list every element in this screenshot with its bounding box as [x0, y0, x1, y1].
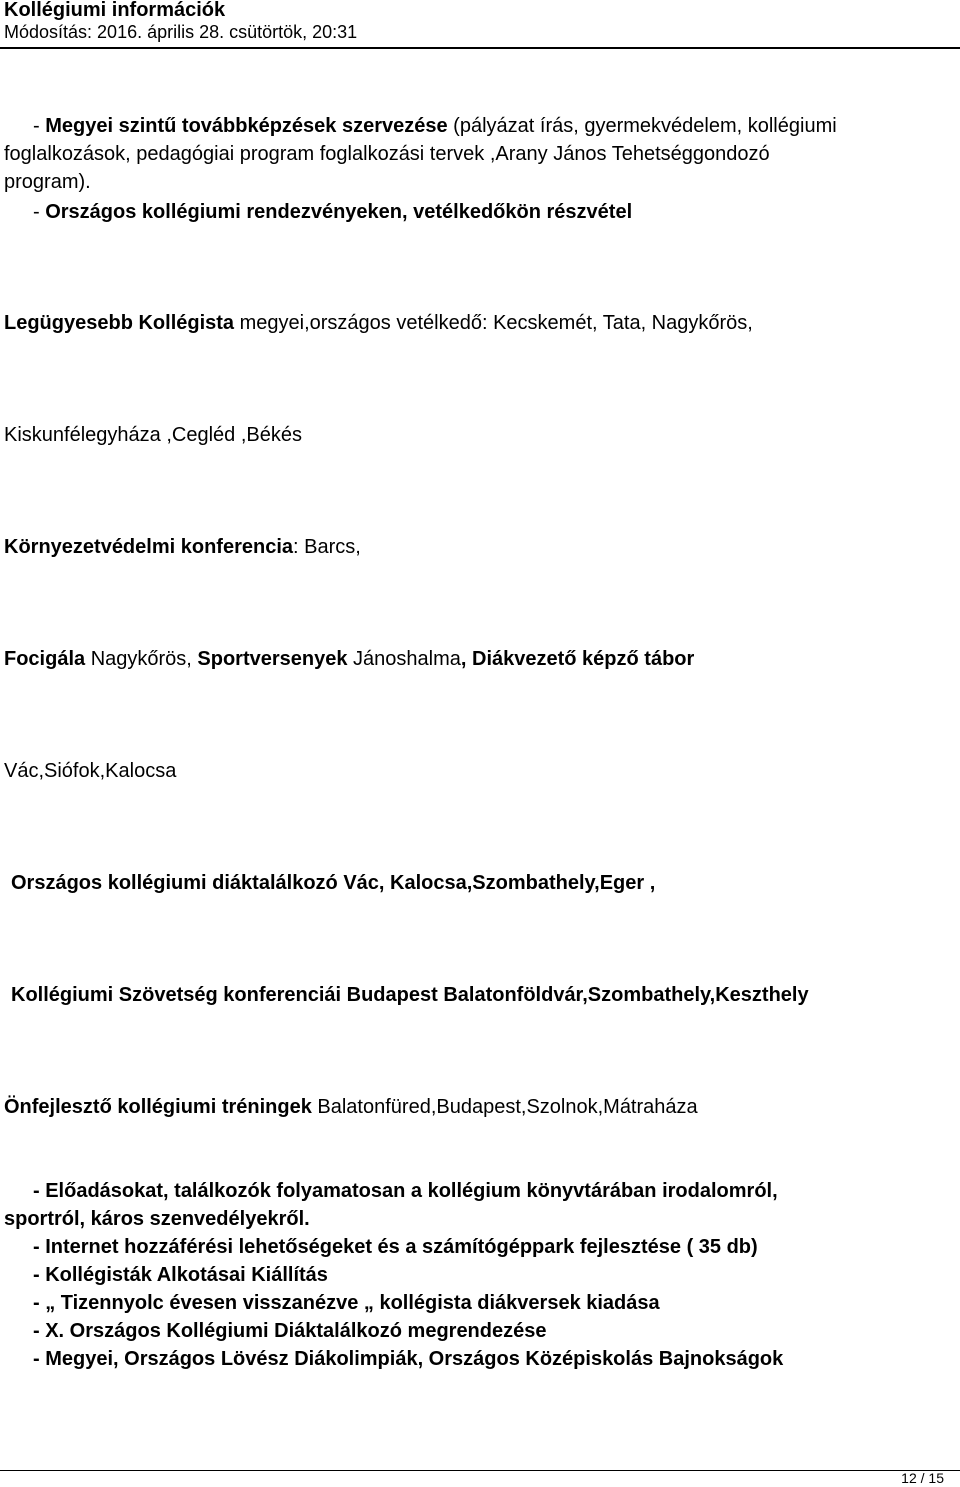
- dash: -: [33, 115, 46, 137]
- bold-text: Önfejlesztő kollégiumi tréningek: [4, 1096, 312, 1118]
- list-item: - Internet hozzáférési lehetőségeket és a számítógéppark fejlesztése ( 35 db): [33, 1236, 758, 1258]
- bold-text: Országos kollégiumi rendezvényeken, vetélkedőkön részvétel: [45, 201, 633, 223]
- bold-text: Focigála: [4, 648, 86, 670]
- paragraph-sports: [4, 645, 694, 673]
- plain-text: Nagykőrös,: [85, 648, 198, 670]
- paragraph-camp-cities: Vác,Siófok,Kalocsa: [4, 760, 177, 782]
- paragraph-cities: Kiskunfélegyháza ,Cegléd ,Békés: [4, 424, 302, 446]
- paragraph-training-line1: [33, 112, 837, 140]
- plain-text: Jánoshalma: [347, 648, 461, 670]
- paragraph-competition: [4, 309, 753, 337]
- header-divider: [0, 47, 960, 49]
- paragraph-events: [33, 198, 632, 226]
- paragraph-association: Kollégiumi Szövetség konferenciái Budapest Balatonföldvár,Szombathely,Keszthely: [11, 984, 809, 1006]
- paragraph-training-line3: program).: [4, 171, 91, 193]
- plain-text: megyei,országos vetélkedő: Kecskemét, Tata, Nagykőrös,: [234, 312, 753, 334]
- page-number: 12 / 15: [901, 1470, 944, 1486]
- list-item: - X. Országos Kollégiumi Diáktalálkozó megrendezése: [33, 1320, 547, 1342]
- paragraph-trainings: [4, 1093, 698, 1121]
- plain-text: Balatonfüred,Budapest,Szolnok,Mátraháza: [311, 1096, 698, 1118]
- footer-divider: [0, 1470, 960, 1471]
- document-title: Kollégiumi információk: [4, 0, 226, 21]
- bold-text: Megyei szintű továbbképzések szervezése: [45, 115, 448, 137]
- paragraph-conference: [4, 533, 361, 561]
- plain-text: (pályázat írás, gyermekvédelem, kollégiumi: [447, 115, 837, 137]
- bold-text: Környezetvédelmi konferencia: [4, 536, 293, 558]
- list-item: - „ Tizennyolc évesen visszanézve „ kollégista diákversek kiadása: [33, 1292, 660, 1314]
- bold-text: , Diákvezető képző tábor: [460, 648, 695, 670]
- paragraph-training-line2: foglalkozások, pedagógiai program foglalkozási tervek ,Arany János Tehetséggondozó: [4, 143, 770, 165]
- paragraph-student-meeting: Országos kollégiumi diáktalálkozó Vác, Kalocsa,Szombathely,Eger ,: [11, 872, 656, 894]
- list-item: - Kollégisták Alkotásai Kiállítás: [33, 1264, 328, 1286]
- dash: -: [33, 201, 46, 223]
- bold-text: Legügyesebb Kollégista: [4, 312, 235, 334]
- modified-date: Módosítás: 2016. április 28. csütörtök, 20:31: [4, 22, 358, 42]
- list-item: - Megyei, Országos Lövész Diákolimpiák, Országos Középiskolás Bajnokságok: [33, 1348, 784, 1370]
- bold-text: Sportversenyek: [197, 648, 348, 670]
- list-item: - Előadásokat, találkozók folyamatosan a kollégium könyvtárában irodalomról,: [33, 1180, 778, 1202]
- plain-text: : Barcs,: [293, 536, 361, 558]
- list-item-continuation: sportról, káros szenvedélyekről.: [4, 1208, 310, 1230]
